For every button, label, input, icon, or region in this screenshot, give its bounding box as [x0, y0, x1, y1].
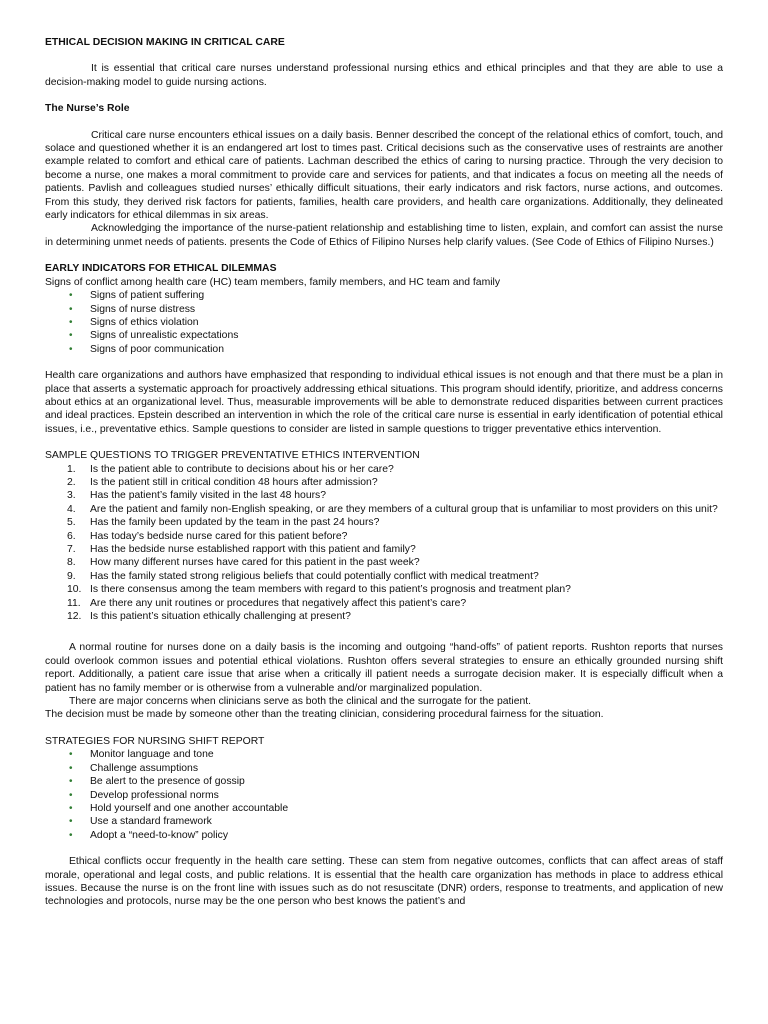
list-item-text: Is the patient still in critical condition 48 hours after admission?: [90, 476, 378, 488]
list-item-text: Signs of ethics violation: [90, 316, 199, 328]
closing-paragraph: Ethical conflicts occur frequently in the health care setting. These can stem from negative outcomes, conflicts that can affect areas of staff morale, operational and legal costs, and public relations. It is essential that the health care organization has methods in place to address ethical issues. Because the nurse is on the front line with issues such as do not resuscitate (DNR) orders, response to treatments, and application of new technologies and protocols, nurse may be the one person who best knows the patient’s and: [45, 856, 723, 908]
list-item-text: Signs of poor communication: [90, 343, 224, 355]
list-item: [45, 543, 723, 556]
list-number: 10.: [67, 584, 82, 596]
document-page: [45, 36, 723, 909]
bullet-icon: •: [69, 330, 73, 342]
bullet-icon: •: [69, 776, 73, 788]
list-item: [45, 489, 723, 502]
list-item: [45, 815, 723, 828]
list-number: 9.: [67, 570, 76, 582]
sample-questions-list: [45, 463, 723, 624]
list-item-text: Is the patient able to contribute to decisions about his or her care?: [90, 463, 394, 475]
list-item-text: Adopt a “need-to-know” policy: [90, 829, 229, 841]
list-number: 4.: [67, 503, 76, 515]
list-item: [45, 316, 723, 329]
intro-paragraph: It is essential that critical care nurses understand professional nursing ethics and ethical principles and that they are able to use a decision-making model to guide nursing actions.: [45, 63, 723, 88]
bullet-icon: •: [69, 789, 73, 801]
list-item: [45, 530, 723, 543]
early-indicators-heading: EARLY INDICATORS FOR ETHICAL DILEMMAS: [45, 263, 277, 275]
organizations-paragraph: Health care organizations and authors have emphasized that responding to individual ethical issues is not enough and that there must be a plan in place that asserts a systematic approach for proactively addressing ethical situations. This program should identify, prioritize, and address concerns about ethics at an organizational level. Thus, measurable improvements will be able to demonstrate reduced disparities between current practices and ideal practices. Epstein described an intervention in which the role of the critical care nurse is essential in early identification of potential ethical issues, i.e., preventative ethics. Sample questions to consider are listed in sample questions to trigger preventative ethics intervention.: [45, 370, 723, 435]
list-number: 3.: [67, 490, 76, 502]
bullet-icon: •: [69, 303, 73, 315]
list-number: 7.: [67, 544, 76, 555]
list-item: [45, 329, 723, 342]
sample-questions-heading: SAMPLE QUESTIONS TO TRIGGER PREVENTATIVE ETHICS INTERVENTION: [45, 450, 420, 462]
early-indicators-lead: Signs of conflict among health care (HC) team members, family members, and HC team and family: [45, 276, 501, 288]
bullet-icon: •: [69, 749, 73, 761]
handoff-paragraph-3: The decision must be made by someone other than the treating clinician, considering procedural fairness for the situation.: [45, 709, 604, 721]
strategies-list: [45, 748, 723, 842]
list-item-text: Signs of nurse distress: [90, 303, 196, 315]
list-item-text: Has the bedside nurse established rapport with this patient and family?: [90, 544, 416, 555]
list-item-text: Use a standard framework: [90, 816, 212, 828]
nurse-role-paragraph-2: Acknowledging the importance of the nurse-patient relationship and establishing time to listen, explain, and comfort can assist the nurse in determining unmet needs of patients. presents the Code of Ethics of Filipino Nurses help clarify values. (See Code of Ethics of Filipino Nurses.): [45, 223, 723, 248]
list-item-text: Is this patient’s situation ethically challenging at present?: [90, 611, 351, 623]
list-item-text: Has the family been updated by the team in the past 24 hours?: [90, 517, 380, 529]
list-item: [45, 556, 723, 569]
list-number: 2.: [67, 476, 76, 488]
list-item: [45, 516, 723, 529]
list-number: 8.: [67, 557, 76, 569]
list-item-text: Has the family stated strong religious beliefs that could potentially conflict with medical treatment?: [90, 570, 539, 582]
early-indicators-list: [45, 289, 723, 356]
list-item: [45, 289, 723, 302]
bullet-icon: •: [69, 290, 73, 302]
list-item: [45, 789, 723, 802]
list-item-text: Develop professional norms: [90, 789, 219, 801]
list-item: [45, 775, 723, 788]
document-title: ETHICAL DECISION MAKING IN CRITICAL CARE: [45, 37, 285, 48]
list-item-text: Has today’s bedside nurse cared for this patient before?: [90, 530, 348, 542]
nurse-role-paragraph-1: Critical care nurse encounters ethical issues on a daily basis. Benner described the concept of the relational ethics of comfort, touch, and solace and questioned whether it is an endangered art lost to times past. Critical decisions such as the conservative uses of restraints are another example related to comfort and ethical care of patients. Lachman described the ethics of caring to nursing practice. Through the very decision to become a nurse, one makes a moral commitment to provide care and services for patients, and that indicates a focus on meeting all the needs of patients. Pavlish and colleagues studied nurses’ ethically difficult situations, their early indicators and risk factors, nurse actions, and outcomes. From this study, they derived risk factors for patients, families, health care providers, and health care organizations. Additionally, they delineated early indicators for ethical dilemmas in six areas.: [45, 129, 723, 222]
list-item: [45, 476, 723, 489]
handoff-paragraph-1: A normal routine for nurses done on a daily basis is the incoming and outgoing “hand-offs” of patient reports. Rushton reports that nurses could overlook common issues and potential ethical violations. Rushton offers several strategies to ensure an ethically grounded nursing shift report. Additionally, a patient care issue that arise when a critically ill patient needs a surrogate decision maker. It is especially difficult when a patient has no family member or is otherwise from a vulnerable and/or marginalized population.: [45, 642, 723, 694]
list-item: [45, 503, 723, 516]
list-item: [45, 829, 723, 842]
list-item-text: Signs of unrealistic expectations: [90, 330, 239, 342]
list-item: [45, 570, 723, 583]
list-item-text: Signs of patient suffering: [90, 290, 205, 302]
bullet-icon: •: [69, 316, 73, 328]
list-item: [45, 463, 723, 476]
list-item: [45, 762, 723, 775]
list-item-text: Is there consensus among the team members with regard to this patient’s prognosis and treatment plan?: [90, 584, 571, 596]
list-item-text: Are the patient and family non-English speaking, or are they members of a cultural group that is unfamiliar to most providers on this unit?: [90, 503, 718, 515]
list-item-text: Hold yourself and one another accountable: [90, 802, 289, 814]
list-item: [45, 583, 723, 596]
strategies-heading: STRATEGIES FOR NURSING SHIFT REPORT: [45, 735, 265, 747]
bullet-icon: •: [69, 816, 73, 828]
list-item: [45, 597, 723, 610]
list-item-text: Be alert to the presence of gossip: [90, 776, 245, 788]
list-item: [45, 802, 723, 815]
list-number: 11.: [67, 597, 81, 609]
bullet-icon: •: [69, 343, 73, 355]
list-item-text: Has the patient’s family visited in the last 48 hours?: [90, 490, 327, 502]
bullet-icon: •: [69, 762, 73, 774]
list-item-text: Challenge assumptions: [90, 762, 199, 774]
list-item: [45, 610, 723, 623]
list-item: [45, 748, 723, 761]
nurse-role-heading: The Nurse’s Role: [45, 103, 130, 115]
list-item: [45, 303, 723, 316]
bullet-icon: •: [69, 802, 73, 814]
list-item-text: Are there any unit routines or procedures that negatively affect this patient’s care?: [90, 597, 467, 609]
handoff-paragraph-2: There are major concerns when clinicians serve as both the clinical and the surrogate for the patient.: [69, 696, 532, 708]
list-item-text: Monitor language and tone: [90, 749, 214, 761]
list-number: 5.: [67, 517, 76, 529]
list-item-text: How many different nurses have cared for this patient in the past week?: [90, 557, 420, 569]
list-number: 1.: [67, 463, 76, 475]
list-item: [45, 343, 723, 356]
list-number: 6.: [67, 530, 76, 542]
bullet-icon: •: [69, 829, 73, 841]
list-number: 12.: [67, 611, 82, 623]
